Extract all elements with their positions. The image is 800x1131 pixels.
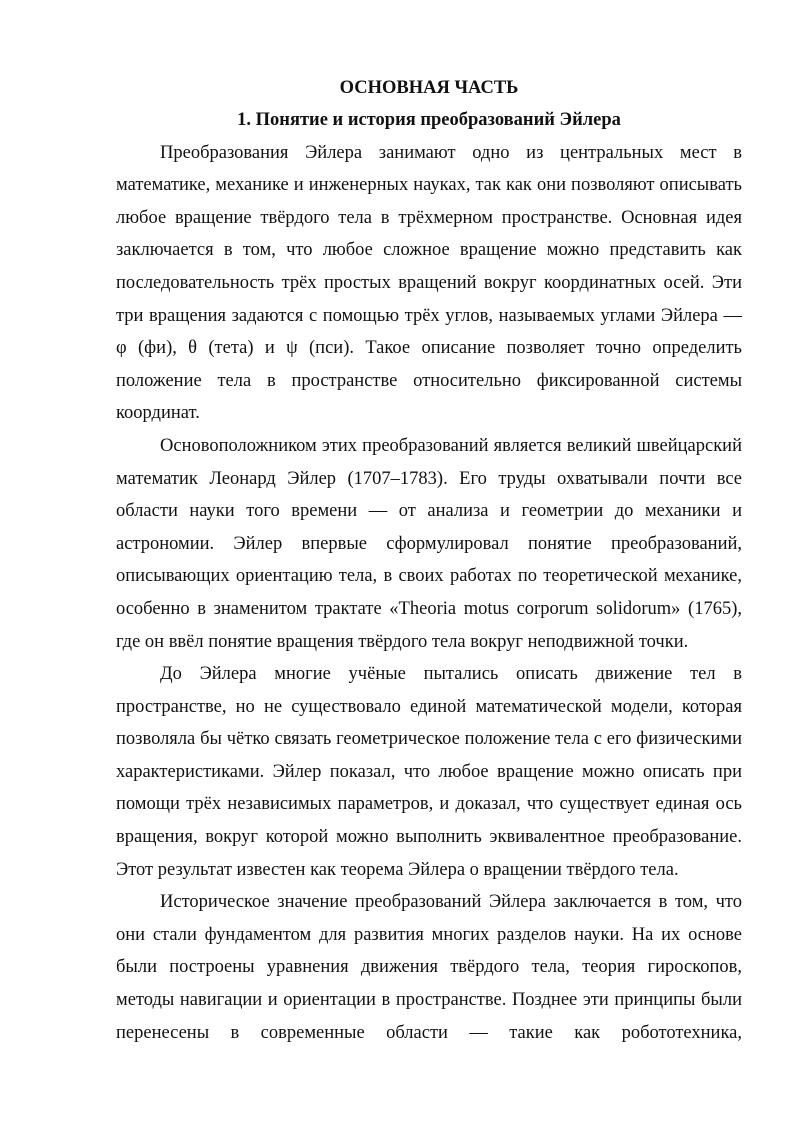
paragraph-1: Преобразования Эйлера занимают одно из центральных мест в математике, механике и инженерных науках, так как они позволяют описывать любое вращение твёрдого тела в трёхмерном пространстве. Основная идея заключается в том, что любое сложное вращение можно представить как последовательность трёх простых вращений вокруг координатных осей. Эти три вращения задаются с помощью трёх углов, называемых углами Эйлера — φ (фи), θ (тета) и ψ (пси). Такое описание позволяет точно определить положение тела в пространстве относительно фиксированной системы координат.	[116, 142, 742, 424]
paragraph-3: До Эйлера многие учёные пытались описать движение тел в пространстве, но не существовало единой математической модели, которая позволяла бы чётко связать геометрическое положение тела с его физическими характеристиками. Эйлер показал, что любое вращение можно описать при помощи трёх независимых параметров, и доказал, что существует единая ось вращения, вокруг которой можно выполнить эквивалентное преобразование. Этот результат известен как теорема Эйлера о вращении твёрдого тела.	[116, 664, 742, 880]
subsection-title: 1. Понятие и история преобразований Эйлера	[237, 110, 621, 130]
section-title: ОСНОВНАЯ ЧАСТЬ	[339, 78, 519, 98]
page-content	[116, 72, 742, 1049]
paragraph-4: Историческое значение преобразований Эйлера заключается в том, что они стали фундаментом для развития многих разделов науки. На их основе были построены уравнения движения твёрдого тела, теория гироскопов, методы навигации и ориентации в пространстве. Позднее эти принципы были перенесены в современные области — такие как робототехника,	[116, 892, 742, 1043]
paragraph-2: Основоположником этих преобразований является великий швейцарский математик Леонард Эйлер (1707–1783). Его труды охватывали почти все области науки того времени — от анализа и геометрии до механики и астрономии. Эйлер впервые сформулировал понятие преобразований, описывающих ориентацию тела, в своих работах по теоретической механике, особенно в знаменитом трактате «Theoria motus corporum solidorum» (1765), где он ввёл понятие вращения твёрдого тела вокруг неподвижной точки.	[116, 435, 742, 652]
